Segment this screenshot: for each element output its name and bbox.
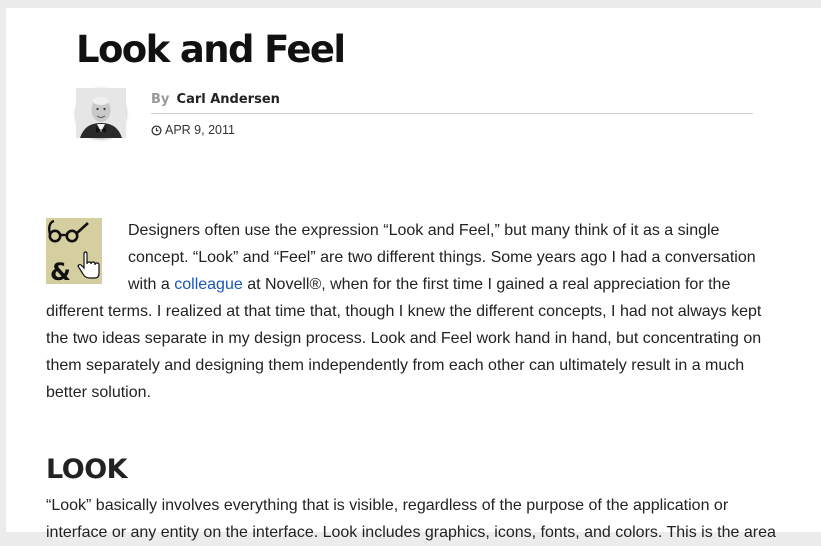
author-name-link[interactable]: Carl Andersen — [176, 92, 280, 107]
colleague-link[interactable]: colleague — [174, 276, 243, 293]
svg-text:&: & — [50, 258, 71, 286]
article-intro — [46, 217, 776, 406]
section-heading-look: LOOK — [46, 454, 128, 485]
page — [6, 8, 821, 541]
look-and-feel-logo — [46, 218, 102, 284]
glasses-and-cursor-icon — [46, 218, 102, 284]
intro-text-part-2: at Novell®, when for the first time I gained a real appreciation for the different terms. I realized at that time that, though I knew the different concepts, I had not always kept the two ideas separate in my design process. Look and Feel work hand in hand, but concentrating on them separately and designing them independently from each other can ultimately result in a much better solution. — [46, 276, 762, 401]
author-avatar[interactable] — [76, 88, 126, 138]
page-title: Look and Feel — [76, 28, 345, 71]
look-paragraph: “Look” basically involves everything that is visible, regardless of the purpose of the application or interface or any entity on the interface. Look includes graphics, icons, fonts, and colors. This is the area — [46, 497, 776, 541]
author-photo — [76, 88, 126, 138]
byline-by-label: By — [151, 92, 170, 107]
intro-text-part-1: Designers often use the expression “Look and Feel,” but many think of it as a single concept. “Look” and “Feel” are two different things. Some years ago I had a conversation with a — [128, 222, 756, 293]
publish-date — [151, 123, 235, 137]
byline — [151, 92, 753, 114]
clock-icon — [151, 125, 162, 136]
publish-date-text: APR 9, 2011 — [165, 123, 235, 137]
